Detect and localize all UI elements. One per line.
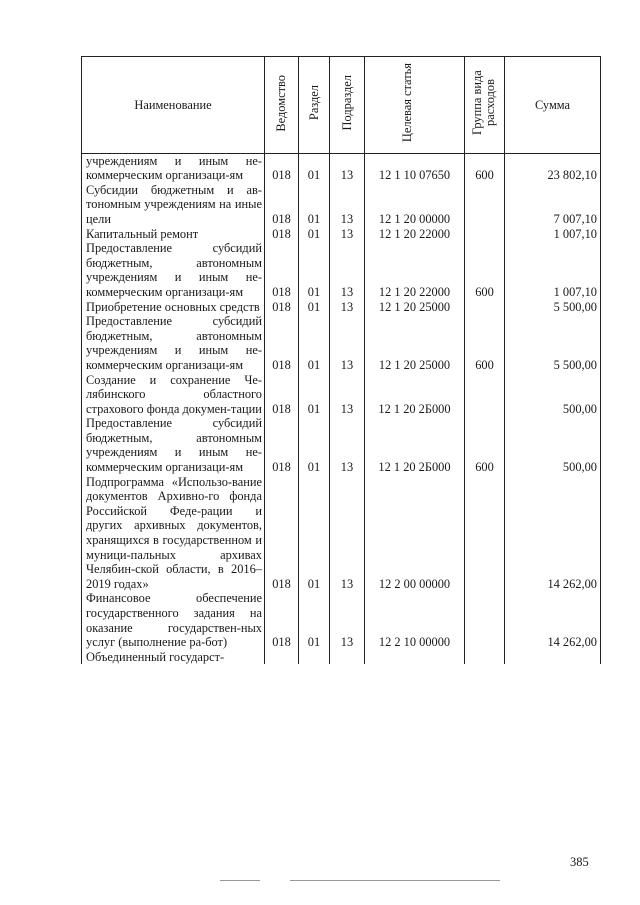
cell-name: Финансовое обеспечение государственного задания на оказание государствен-ных услуг (выполнение ра-бот) — [82, 591, 265, 649]
cell-dept: 018 — [265, 416, 299, 474]
cell-subsection: 13 — [330, 475, 365, 592]
cell-subsection: 13 — [330, 241, 365, 299]
table-row — [82, 314, 601, 372]
cell-section: 01 — [299, 153, 330, 183]
table-row — [82, 475, 601, 592]
cell-section: 01 — [299, 475, 330, 592]
footer-rule — [290, 880, 500, 881]
cell-section: 01 — [299, 241, 330, 299]
cell-sum — [505, 650, 601, 665]
header-target: Целевая статья — [365, 57, 465, 154]
cell-name: Подпрограмма «Использо-вание документов Архивно-го фонда Российской Феде-рации и других архивных документов, хранящихся в государственном и муници-пальных архивах Челябин-ской области, в 2016–2019 годах» — [82, 475, 265, 592]
header-sum: Сумма — [505, 57, 601, 154]
cell-dept: 018 — [265, 241, 299, 299]
cell-group — [465, 373, 505, 417]
cell-name: Приобретение основных средств — [82, 300, 265, 315]
cell-dept: 018 — [265, 300, 299, 315]
header-section: Раздел — [299, 57, 330, 154]
cell-name: Объединенный государст- — [82, 650, 265, 665]
cell-group — [465, 183, 505, 227]
cell-sum: 14 262,00 — [505, 475, 601, 592]
cell-section: 01 — [299, 314, 330, 372]
table-row — [82, 591, 601, 649]
cell-target: 12 2 10 00000 — [365, 591, 465, 649]
cell-group — [465, 591, 505, 649]
cell-section: 01 — [299, 227, 330, 242]
cell-section — [299, 650, 330, 665]
cell-name: Предоставление субсидий бюджетным, автономным учреждениям и иным не-коммерческим организаци-ям — [82, 314, 265, 372]
table-row — [82, 416, 601, 474]
cell-name: Субсидии бюджетным и ав-тономным учреждениям на иные цели — [82, 183, 265, 227]
header-subsection: Подраздел — [330, 57, 365, 154]
table-row — [82, 227, 601, 242]
cell-target: 12 1 20 2Б000 — [365, 416, 465, 474]
cell-dept — [265, 650, 299, 665]
budget-table — [81, 56, 601, 664]
cell-subsection — [330, 650, 365, 665]
cell-target: 12 1 20 22000 — [365, 241, 465, 299]
cell-section: 01 — [299, 416, 330, 474]
cell-name: Предоставление субсидий бюджетным, автономным учреждениям и иным не-коммерческим организаци-ям — [82, 241, 265, 299]
cell-dept: 018 — [265, 475, 299, 592]
cell-subsection: 13 — [330, 373, 365, 417]
cell-target: 12 1 20 2Б000 — [365, 373, 465, 417]
cell-name: Создание и сохранение Че-лябинского областного страхового фонда докумен-тации — [82, 373, 265, 417]
cell-group: 600 — [465, 241, 505, 299]
cell-dept: 018 — [265, 314, 299, 372]
cell-subsection: 13 — [330, 183, 365, 227]
cell-subsection: 13 — [330, 416, 365, 474]
header-dept: Ведомство — [265, 57, 299, 154]
cell-target: 12 1 20 25000 — [365, 314, 465, 372]
cell-target: 12 1 20 00000 — [365, 183, 465, 227]
table-row — [82, 153, 601, 183]
table-row — [82, 373, 601, 417]
cell-sum: 500,00 — [505, 373, 601, 417]
header-name: Наименование — [82, 57, 265, 154]
cell-sum: 14 262,00 — [505, 591, 601, 649]
header-row — [82, 57, 601, 154]
cell-subsection: 13 — [330, 300, 365, 315]
cell-subsection: 13 — [330, 227, 365, 242]
table-row — [82, 300, 601, 315]
cell-section: 01 — [299, 183, 330, 227]
footer-rule — [220, 880, 260, 881]
cell-section: 01 — [299, 300, 330, 315]
cell-target: 12 1 20 22000 — [365, 227, 465, 242]
table-body — [82, 153, 601, 664]
cell-sum: 5 500,00 — [505, 314, 601, 372]
cell-group: 600 — [465, 416, 505, 474]
cell-group: 600 — [465, 153, 505, 183]
cell-sum: 5 500,00 — [505, 300, 601, 315]
table-row — [82, 650, 601, 665]
cell-name: Предоставление субсидий бюджетным, автономным учреждениям и иным не-коммерческим организаци-ям — [82, 416, 265, 474]
cell-section: 01 — [299, 373, 330, 417]
cell-subsection: 13 — [330, 314, 365, 372]
table-row — [82, 183, 601, 227]
cell-sum: 500,00 — [505, 416, 601, 474]
cell-sum: 23 802,10 — [505, 153, 601, 183]
cell-subsection: 13 — [330, 591, 365, 649]
cell-sum: 1 007,10 — [505, 227, 601, 242]
cell-group — [465, 227, 505, 242]
cell-sum: 7 007,10 — [505, 183, 601, 227]
cell-dept: 018 — [265, 227, 299, 242]
cell-group — [465, 300, 505, 315]
cell-target: 12 1 20 25000 — [365, 300, 465, 315]
cell-sum: 1 007,10 — [505, 241, 601, 299]
cell-subsection: 13 — [330, 153, 365, 183]
cell-name: Капитальный ремонт — [82, 227, 265, 242]
cell-dept: 018 — [265, 153, 299, 183]
cell-dept: 018 — [265, 183, 299, 227]
cell-dept: 018 — [265, 591, 299, 649]
cell-target — [365, 650, 465, 665]
cell-group — [465, 650, 505, 665]
cell-target: 12 2 00 00000 — [365, 475, 465, 592]
cell-group — [465, 475, 505, 592]
table-row — [82, 241, 601, 299]
page-number: 385 — [570, 855, 589, 869]
cell-name: учреждениям и иным не-коммерческим организаци-ям — [82, 153, 265, 183]
cell-target: 12 1 10 07650 — [365, 153, 465, 183]
cell-dept: 018 — [265, 373, 299, 417]
cell-section: 01 — [299, 591, 330, 649]
header-group: Группа вида расходов — [465, 57, 505, 154]
cell-group: 600 — [465, 314, 505, 372]
